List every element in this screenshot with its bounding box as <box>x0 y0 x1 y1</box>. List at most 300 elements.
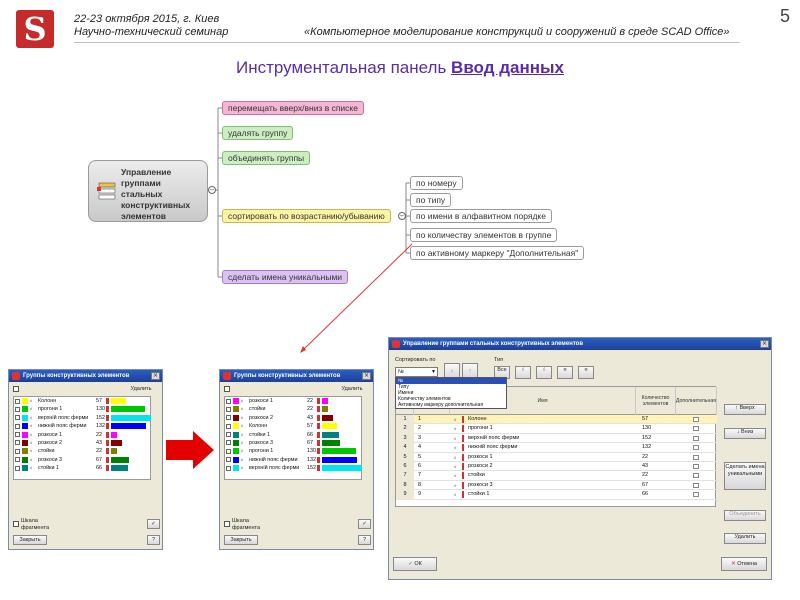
count-bar <box>111 406 145 412</box>
marker-icon <box>106 465 109 471</box>
window-titlebar <box>389 338 771 350</box>
steel-profile-icon: ıl <box>241 431 243 437</box>
list-item[interactable] <box>225 456 361 464</box>
sort-ascending-icon[interactable]: ↓ <box>444 363 460 379</box>
group-number: 5 <box>418 453 422 460</box>
count-bar <box>322 406 328 412</box>
branch-unique-names: сделать имена уникальными <box>222 270 348 284</box>
steel-profile-icon: ıl <box>30 439 32 445</box>
group-count: 66 <box>96 465 102 472</box>
marker-icon <box>462 454 464 461</box>
steel-profile-icon: ıl <box>30 456 32 462</box>
group-color-swatch <box>22 415 28 421</box>
row-index: 9 <box>396 490 414 499</box>
scale-checkbox[interactable] <box>13 521 19 527</box>
list-item[interactable] <box>14 397 150 405</box>
marker-icon <box>317 465 320 471</box>
group-count: 67 <box>96 456 102 463</box>
group-color-swatch <box>22 457 28 463</box>
col-name: Имя <box>450 387 636 415</box>
col-extra: Дополнительная <box>676 387 717 415</box>
group-name: Колонн <box>38 398 57 404</box>
group-name: стойки 1 <box>38 465 59 472</box>
row-checkbox[interactable] <box>15 449 20 454</box>
marker-icon <box>106 440 109 446</box>
count-bar <box>322 448 356 454</box>
window-titlebar <box>9 370 162 382</box>
group-count: 130 <box>642 425 652 432</box>
row-checkbox[interactable] <box>226 457 231 462</box>
header-date: 22-23 октября 2015, г. Киев <box>74 13 220 25</box>
row-checkbox[interactable] <box>15 457 20 462</box>
sort-combo[interactable] <box>395 367 438 377</box>
steel-groups-icon <box>97 179 117 203</box>
dropdown-option[interactable]: Типу <box>398 384 409 390</box>
scale-label: Шкала фрагмента <box>232 518 261 531</box>
count-bar <box>322 457 357 463</box>
type-filter-icon[interactable]: ■ <box>578 366 594 379</box>
sort-collapse-toggle[interactable]: − <box>399 212 405 220</box>
count-bar <box>322 423 337 429</box>
group-count: 152 <box>642 434 652 441</box>
down-arrow-icon: ↓ <box>736 429 741 435</box>
type-filter-icon[interactable]: ıl <box>536 366 552 379</box>
steel-profile-icon: ıl <box>454 473 456 479</box>
row-checkbox[interactable] <box>226 424 231 429</box>
group-name: стойки <box>468 472 485 479</box>
scale-label: Шкала фрагмента <box>21 518 50 531</box>
branch-merge: объединять группы <box>222 151 310 165</box>
delete-button[interactable]: Удалить <box>130 386 152 392</box>
header-event-title: «Компьютерное моделирование конструкций и сооружений в среде SCAD Office» <box>304 26 730 38</box>
row-checkbox[interactable] <box>226 440 231 445</box>
group-color-swatch <box>22 432 28 438</box>
type-filter-icon[interactable]: ıl <box>515 366 531 379</box>
group-name: прогони 1 <box>249 448 274 455</box>
marker-icon <box>317 398 320 404</box>
close-button[interactable]: Закрыть <box>224 535 258 545</box>
window-title: Управление группами стальных конструктивных элементов <box>403 341 584 347</box>
group-count: 43 <box>96 439 102 446</box>
count-bar <box>322 432 339 438</box>
type-all-button[interactable]: Все <box>494 366 510 379</box>
group-count: 22 <box>642 472 649 479</box>
marker-icon <box>106 423 109 429</box>
dropdown-option[interactable]: Имени <box>398 390 414 396</box>
table-row[interactable] <box>396 481 717 490</box>
group-count: 57 <box>96 398 102 404</box>
scale-checkbox[interactable] <box>224 521 230 527</box>
steel-profile-icon: ıl <box>241 406 243 412</box>
branch-delete: удалять группу <box>222 126 293 140</box>
list-item[interactable] <box>225 439 361 447</box>
steel-profile-icon: ıl <box>454 445 456 451</box>
group-count: 130 <box>96 406 105 413</box>
sort-by-count: по количеству элементов в группе <box>410 228 557 242</box>
row-checkbox[interactable] <box>15 440 20 445</box>
select-all-checkbox[interactable] <box>13 386 19 392</box>
move-down-button[interactable] <box>724 428 766 439</box>
sort-by-marker: по активному маркеру "Дополнительная" <box>410 246 584 260</box>
table-row[interactable] <box>396 490 717 499</box>
count-bar <box>111 457 129 463</box>
list-item[interactable] <box>225 464 361 472</box>
list-item[interactable] <box>14 405 150 413</box>
extra-checkbox[interactable] <box>693 483 699 488</box>
list-item[interactable] <box>14 447 150 455</box>
extra-checkbox[interactable] <box>693 492 699 497</box>
row-checkbox[interactable] <box>226 407 231 412</box>
group-name: Колонн <box>249 423 268 430</box>
group-number: 4 <box>418 444 422 451</box>
sort-by-number: по номеру <box>410 176 463 190</box>
marker-icon <box>317 448 320 454</box>
col-count: Количество элементов <box>636 387 676 415</box>
dropdown-option[interactable]: Количеству элементов <box>398 396 451 402</box>
type-label: Тип <box>494 357 504 363</box>
group-name: розкоси 1 <box>468 453 493 460</box>
group-color-swatch <box>233 423 239 429</box>
group-color-swatch <box>22 423 28 429</box>
count-bar <box>111 448 117 454</box>
group-count: 152 <box>307 465 316 472</box>
collapse-toggle[interactable]: − <box>209 186 215 194</box>
row-index: 3 <box>396 434 414 443</box>
count-bar <box>111 398 126 404</box>
table-row[interactable] <box>396 415 717 424</box>
group-color-swatch <box>233 398 239 404</box>
marker-icon <box>462 491 464 498</box>
row-checkbox[interactable] <box>226 399 231 404</box>
marker-icon <box>106 406 109 412</box>
steel-profile-icon: ıl <box>454 492 456 498</box>
group-number: 3 <box>418 434 422 441</box>
marker-icon <box>106 398 109 404</box>
steel-profile-icon: ıl <box>454 426 456 432</box>
steel-profile-icon: ıl <box>241 448 243 454</box>
branch-move: перемещать вверх/вниз в списке <box>222 101 364 115</box>
group-color-swatch <box>233 415 239 421</box>
marker-icon <box>317 423 320 429</box>
group-name: нижній пояс ферми <box>468 444 518 451</box>
group-name: розкоси 3 <box>249 439 274 446</box>
row-checkbox[interactable] <box>15 424 20 429</box>
groups-list <box>13 396 151 480</box>
ok-button[interactable] <box>393 557 437 571</box>
chevron-down-icon: ▼ <box>431 369 436 375</box>
sort-by-name: по имени в алфавитном порядке <box>410 209 552 223</box>
table-row[interactable] <box>396 453 717 462</box>
marker-icon <box>106 457 109 463</box>
row-checkbox[interactable] <box>226 466 231 471</box>
groups-list <box>224 396 362 480</box>
group-count: 22 <box>307 398 313 404</box>
steel-profile-icon: ıl <box>454 435 456 441</box>
count-bar <box>111 432 117 438</box>
mindmap-root-node <box>88 160 208 222</box>
group-name: нижній пояс ферми <box>38 423 87 430</box>
marker-icon <box>317 415 320 421</box>
marker-icon <box>462 416 464 423</box>
group-count: 22 <box>642 453 649 460</box>
steel-profile-icon: ıl <box>454 482 456 488</box>
group-name: розкоси 2 <box>468 463 493 469</box>
slide-title-emphasis: Ввод данных <box>451 58 564 77</box>
table-row[interactable] <box>396 424 717 433</box>
close-icon[interactable]: × <box>363 372 370 379</box>
cancel-label: Отмена <box>737 561 757 567</box>
group-name: стойки 1 <box>468 491 490 498</box>
group-color-swatch <box>233 457 239 463</box>
list-item[interactable] <box>14 414 150 422</box>
sort-by-label: Сортировать по <box>395 357 436 363</box>
group-count: 132 <box>642 444 652 451</box>
group-count: 152 <box>96 414 105 421</box>
marker-icon <box>106 448 109 454</box>
table-row[interactable] <box>396 471 717 480</box>
steel-profile-icon: ıl <box>454 454 456 460</box>
row-index: 6 <box>396 462 414 471</box>
app-icon <box>223 372 231 380</box>
marker-icon <box>317 440 320 446</box>
row-index: 4 <box>396 443 414 452</box>
group-color-swatch <box>233 406 239 412</box>
group-color-swatch <box>233 448 239 454</box>
list-item[interactable] <box>14 439 150 447</box>
group-count: 130 <box>307 448 316 455</box>
group-name: прогони 1 <box>38 406 63 413</box>
group-name: Колонн <box>468 416 487 422</box>
group-name: верхній пояс ферми <box>468 434 520 441</box>
delete-button[interactable]: Удалить <box>341 386 363 392</box>
groups-window-after <box>219 369 374 550</box>
group-number: 6 <box>418 463 422 469</box>
extra-checkbox[interactable] <box>693 464 699 469</box>
group-color-swatch <box>22 398 28 404</box>
steel-profile-icon: ıl <box>241 465 243 471</box>
type-filter-icon[interactable]: ■ <box>557 366 573 379</box>
header-seminar: Научно-технический семинар <box>74 26 229 38</box>
steel-profile-icon: ıl <box>454 464 456 469</box>
delete-button[interactable]: Удалить <box>724 533 766 544</box>
help-icon[interactable]: ? <box>358 535 371 545</box>
steel-profile-icon: ıl <box>30 465 32 471</box>
row-checkbox[interactable] <box>226 449 231 454</box>
dropdown-option[interactable]: Активному маркеру дополнительная <box>398 402 484 408</box>
steel-profile-icon: ıl <box>241 423 243 429</box>
up-arrow-icon: ↑ <box>735 405 740 411</box>
group-name: розкоси 1 <box>38 431 63 438</box>
check-icon[interactable]: ✓ <box>358 519 371 529</box>
group-name: нижній пояс ферми <box>249 456 298 463</box>
list-item[interactable] <box>14 431 150 439</box>
steel-profile-icon: ıl <box>30 406 32 412</box>
group-color-swatch <box>233 440 239 446</box>
group-name: верхній пояс ферми <box>249 465 300 472</box>
group-name: розкоси 3 <box>468 481 493 488</box>
unique-names-button[interactable]: Сделать имена уникальными <box>724 462 766 490</box>
row-index: 7 <box>396 471 414 480</box>
steel-profile-icon: ıl <box>241 456 243 462</box>
list-item[interactable] <box>14 464 150 472</box>
list-item[interactable] <box>225 422 361 430</box>
dropdown-option[interactable]: № <box>396 378 506 384</box>
count-bar <box>111 465 128 471</box>
group-count: 66 <box>642 491 649 498</box>
window-titlebar <box>220 370 373 382</box>
marker-icon <box>462 425 464 432</box>
group-count: 22 <box>307 406 313 413</box>
app-icon <box>12 372 20 380</box>
steel-profile-icon: ıl <box>454 417 456 422</box>
count-bar <box>111 415 151 421</box>
count-bar <box>322 440 340 446</box>
sort-dropdown-list[interactable] <box>395 377 507 409</box>
check-icon[interactable]: ✓ <box>147 519 160 529</box>
sort-by-type: по типу <box>410 193 451 207</box>
list-item[interactable] <box>225 414 361 422</box>
move-up-button[interactable] <box>724 404 766 415</box>
branch-sort: сортировать по возрастанию/убыванию <box>222 209 391 223</box>
app-icon <box>392 340 400 348</box>
group-count: 67 <box>307 439 313 446</box>
extra-checkbox[interactable] <box>693 455 699 460</box>
move-up-label: Вверх <box>739 405 755 411</box>
row-checkbox[interactable] <box>226 415 231 420</box>
marker-icon <box>106 415 109 421</box>
check-icon: ✓ <box>408 561 415 567</box>
marker-icon <box>462 435 464 442</box>
group-name: стойки <box>38 448 55 455</box>
move-down-label: Вниз <box>740 429 754 435</box>
steel-profile-icon: ıl <box>241 398 243 403</box>
select-all-checkbox[interactable] <box>224 386 230 392</box>
list-item[interactable] <box>225 431 361 439</box>
group-color-swatch <box>233 465 239 471</box>
group-count: 132 <box>96 423 105 430</box>
group-name: розкоси 1 <box>249 398 274 404</box>
steel-profile-icon: ıl <box>30 448 32 454</box>
table-row[interactable] <box>396 443 717 452</box>
page-number: 5 <box>779 6 790 26</box>
row-index: 8 <box>396 481 414 490</box>
row-checkbox[interactable] <box>15 407 20 412</box>
logo-letter: S <box>23 10 47 48</box>
group-name: прогони 1 <box>468 425 493 432</box>
group-color-swatch <box>22 448 28 454</box>
extra-checkbox[interactable] <box>693 445 699 450</box>
merge-button[interactable]: Объединить <box>724 510 766 521</box>
list-item[interactable] <box>225 397 361 405</box>
group-number: 7 <box>418 472 422 479</box>
list-item[interactable] <box>14 456 150 464</box>
steel-profile-icon: ıl <box>30 414 32 420</box>
group-count: 43 <box>642 463 649 469</box>
list-item[interactable] <box>225 405 361 413</box>
row-checkbox[interactable] <box>15 415 20 420</box>
group-name: верхній пояс ферми <box>38 414 89 421</box>
group-color-swatch <box>22 465 28 471</box>
row-index: 1 <box>396 415 414 424</box>
table-row[interactable] <box>396 462 717 471</box>
close-button[interactable]: Закрыть <box>13 535 47 545</box>
group-number: 8 <box>418 481 422 488</box>
group-color-swatch <box>22 440 28 446</box>
row-checkbox[interactable] <box>15 432 20 437</box>
window-title: Группы конструктивных элементов <box>23 373 130 379</box>
group-color-swatch <box>233 432 239 438</box>
group-count: 43 <box>307 414 313 421</box>
group-count: 67 <box>642 481 649 488</box>
marker-icon <box>317 406 320 412</box>
extra-checkbox[interactable] <box>693 473 699 478</box>
steel-profile-icon: ıl <box>30 431 32 437</box>
group-name: розкоси 2 <box>38 439 63 446</box>
steel-profile-icon: ıl <box>30 398 32 403</box>
group-name: стойки <box>249 406 266 413</box>
cancel-button[interactable] <box>721 557 767 571</box>
sort-combo-value: № <box>398 369 404 375</box>
group-count: 57 <box>642 416 649 422</box>
group-color-swatch <box>22 406 28 412</box>
marker-icon <box>462 463 464 470</box>
extra-checkbox[interactable] <box>693 436 699 441</box>
count-bar <box>111 423 146 429</box>
marker-icon <box>462 444 464 451</box>
ok-label: ОК <box>414 561 422 567</box>
count-bar <box>322 465 362 471</box>
cancel-icon: ✕ <box>731 561 738 567</box>
extra-checkbox[interactable] <box>693 417 699 422</box>
group-number: 2 <box>418 425 422 432</box>
list-item[interactable] <box>14 422 150 430</box>
marker-icon <box>462 472 464 479</box>
slide-title-prefix: Инструментальная панель <box>236 58 452 77</box>
row-checkbox[interactable] <box>226 432 231 437</box>
help-icon[interactable]: ? <box>147 535 160 545</box>
count-bar <box>111 440 122 446</box>
group-number: 1 <box>418 416 422 422</box>
count-bar <box>322 415 333 421</box>
close-icon[interactable]: × <box>152 372 159 379</box>
groups-window-before <box>8 369 163 550</box>
group-name: розкоси 3 <box>38 456 63 463</box>
group-count: 132 <box>307 456 316 463</box>
steel-profile-icon: ıl <box>241 439 243 445</box>
window-title: Группы конструктивных элементов <box>234 373 341 379</box>
mindmap-root-label: Управление группами стальных конструктивных элементов <box>121 167 191 221</box>
row-checkbox[interactable] <box>15 466 20 471</box>
marker-icon <box>317 457 320 463</box>
row-checkbox[interactable] <box>15 399 20 404</box>
marker-icon <box>462 482 464 489</box>
group-name: розкоси 2 <box>249 414 274 421</box>
group-count: 57 <box>307 423 313 430</box>
steel-profile-icon: ıl <box>30 423 32 429</box>
close-icon[interactable]: × <box>761 340 768 347</box>
group-number: 9 <box>418 491 422 498</box>
row-index: 5 <box>396 453 414 462</box>
group-count: 22 <box>96 448 102 455</box>
table-row[interactable] <box>396 434 717 443</box>
list-item[interactable] <box>225 447 361 455</box>
group-count: 66 <box>307 431 313 438</box>
group-count: 22 <box>96 431 102 438</box>
extra-checkbox[interactable] <box>693 426 699 431</box>
group-name: стойки 1 <box>249 431 270 438</box>
marker-icon <box>317 432 320 438</box>
sort-descending-icon[interactable]: ↑ <box>462 363 478 379</box>
